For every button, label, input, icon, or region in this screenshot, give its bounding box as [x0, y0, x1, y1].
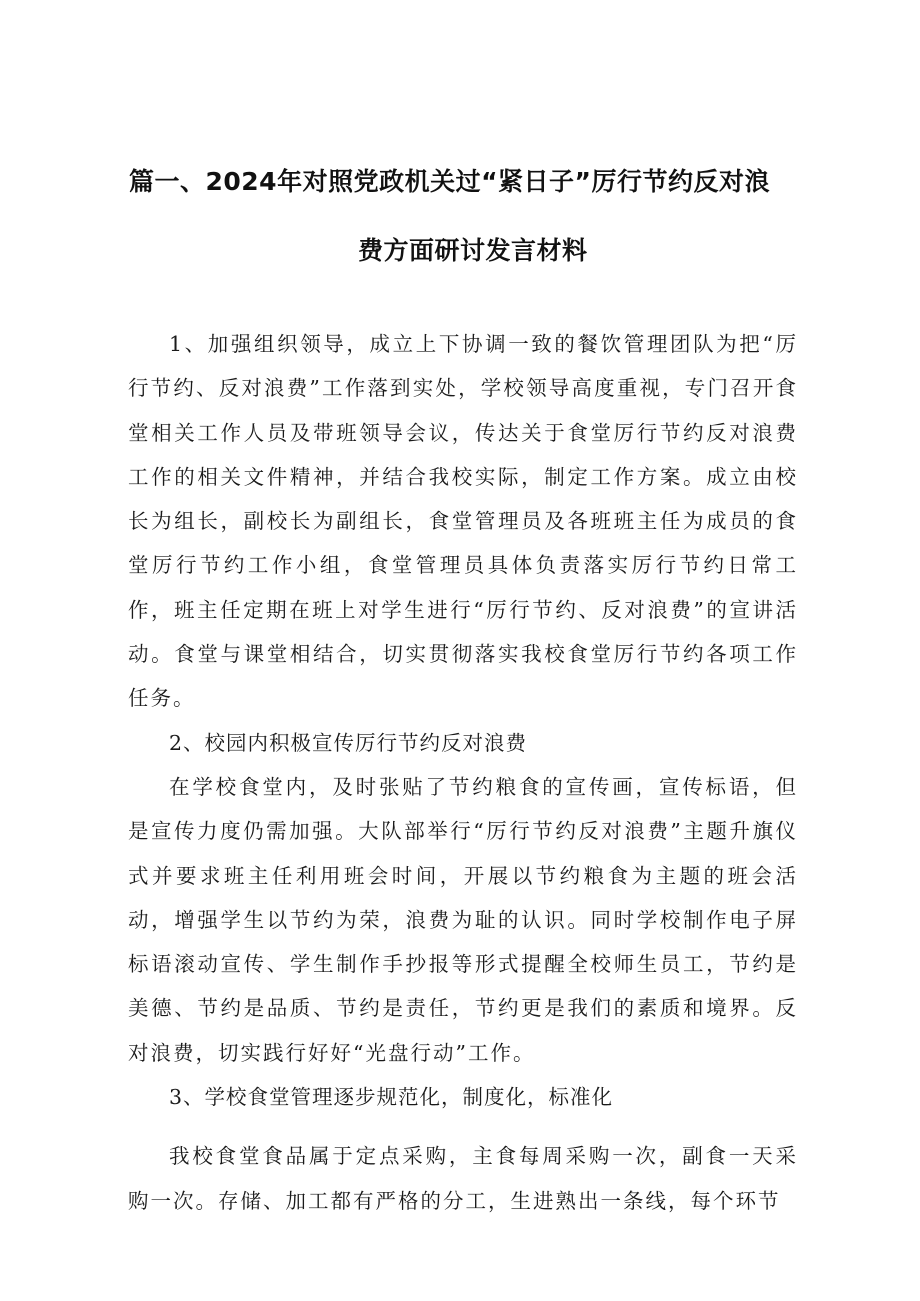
paragraph-publicity: 在学校食堂内，及时张贴了节约粮食的宣传画，宣传标语，但是宣传力度仍需加强。大队部举行“厉行节约反对浪费”主题升旗仪式并要求班主任利用班会时间，开展以节约粮食为主题的班会活动，增强学生以节约为荣，浪费为耻的认识。同时学校制作电子屏标语滚动宣传、学生制作手抄报等形式提醒全校师生员工，节约是美德、节约是品质、节约是责任，节约更是我们的素质和境界。反对浪费，切实践行好好“光盘行动”工作。	[128, 774, 798, 1065]
paragraph-gap	[128, 1119, 798, 1134]
document-title-line-1: 篇一、2024年对照党政机关过“紧日子”厉行节约反对浪	[129, 167, 770, 196]
paragraph-organization: 1、加强组织领导，成立上下协调一致的餐饮管理团队为把“厉行节约、反对浪费”工作落到实处，学校领导高度重视，专门召开食堂相关工作人员及带班领导会议，传达关于食堂厉行节约反对浪费工作的相关文件精神，并结合我校实际，制定工作方案。成立由校长为组长，副校长为副组长，食堂管理员及各班班主任为成员的食堂厉行节约工作小组，食堂管理员具体负责落实厉行节约日常工作，班主任定期在班上对学生进行“厉行节约、反对浪费”的宣讲活动。食堂与课堂相结合，切实贯彻落实我校食堂厉行节约各项工作任务。	[128, 332, 798, 711]
document-title-line-2: 费方面研讨发言材料	[358, 236, 588, 265]
document-body	[128, 322, 798, 1223]
section-heading-publicity: 2、校园内积极宣传厉行节约反对浪费	[169, 730, 528, 755]
section-heading-canteen-management: 3、学校食堂管理逐步规范化，制度化，标准化	[169, 1085, 614, 1110]
paragraph-canteen-management: 我校食堂食品属于定点采购，主食每周采购一次，副食一天采购一次。存储、加工都有严格的分工，生进熟出一条线，每个环节	[128, 1144, 798, 1213]
